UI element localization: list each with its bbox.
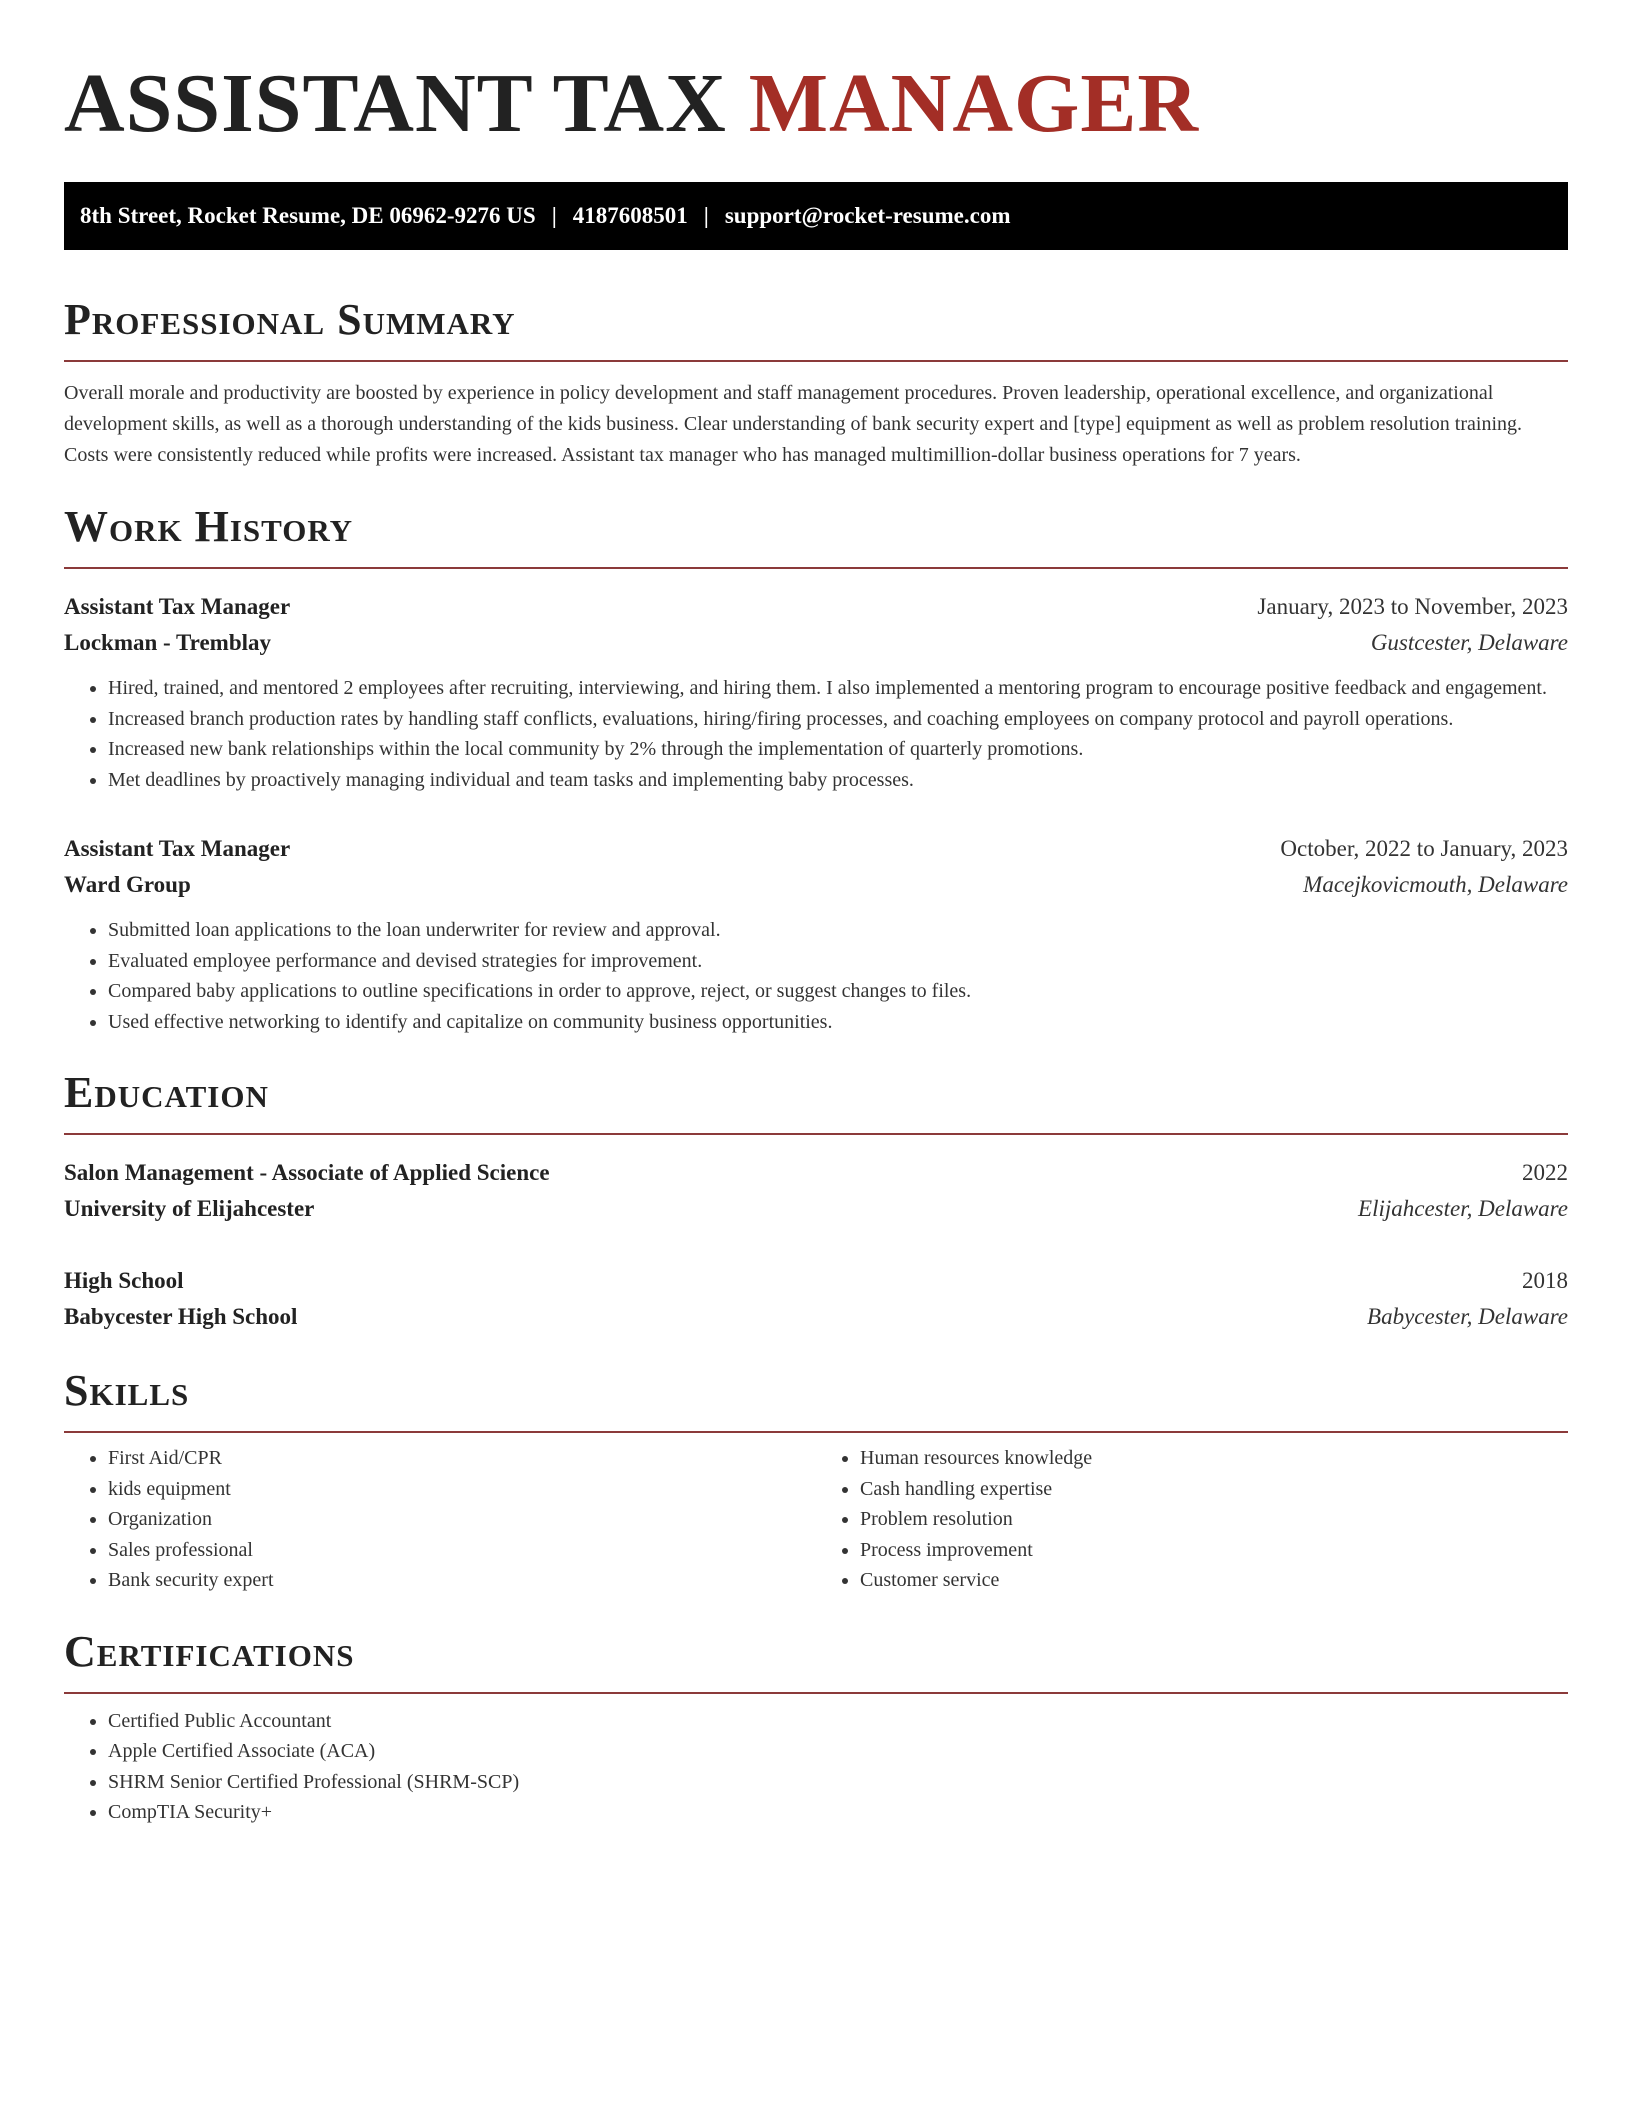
job-dates: October, 2022 to January, 2023 (1280, 836, 1568, 861)
skills-section (64, 1365, 1568, 1596)
summary-heading: Professional Summary (64, 295, 516, 344)
education-entry (64, 1155, 1568, 1227)
resume-title (64, 0, 1568, 150)
section-divider (64, 1133, 1568, 1135)
education-school-row (64, 1299, 1568, 1335)
education-heading: Education (64, 1068, 269, 1117)
contact-phone: 4187608501 (572, 203, 688, 228)
education-school-row (64, 1191, 1568, 1227)
contact-bar (64, 182, 1568, 250)
job-bullet: • Compared baby applications to outline specifications in order to approve, reject, or suggest changes to files. (108, 976, 1568, 1007)
section-divider (64, 1692, 1568, 1694)
education-entry (64, 1263, 1568, 1335)
job-company: Ward Group (64, 872, 191, 897)
job-company: Lockman - Tremblay (64, 630, 272, 655)
skill-item: • Customer service (860, 1565, 1568, 1596)
skill-item: • Organization (108, 1504, 816, 1535)
skill-item: • Problem resolution (860, 1504, 1568, 1535)
education-header-row (64, 1155, 1568, 1191)
job-entry (64, 831, 1568, 1037)
skills-columns (64, 1443, 1568, 1596)
job-bullet: • Hired, trained, and mentored 2 employees after recruiting, interviewing, and hiring them. I also implemented a mentoring program to encourage positive feedback and engagement. (108, 673, 1568, 704)
job-title: Assistant Tax Manager (64, 594, 291, 619)
education-section (64, 1067, 1568, 1335)
certification-item: • CompTIA Security+ (108, 1797, 1568, 1828)
job-bullets (64, 915, 1568, 1037)
job-bullet: • Used effective networking to identify and capitalize on community business opportunities. (108, 1007, 1568, 1038)
education-degree: High School (64, 1268, 184, 1293)
job-header-row (64, 831, 1568, 867)
job-entry (64, 589, 1568, 795)
contact-email: support@rocket-resume.com (724, 203, 1011, 228)
title-accent: MANAGER (748, 57, 1200, 150)
job-bullet: • Increased new bank relationships within the local community by 2% through the implementation of quarterly promotions. (108, 734, 1568, 765)
job-company-row (64, 625, 1568, 661)
certifications-list (64, 1706, 1568, 1828)
skill-item: • Sales professional (108, 1535, 816, 1566)
summary-section (64, 294, 1568, 471)
job-bullet: • Evaluated employee performance and devised strategies for improvement. (108, 946, 1568, 977)
skill-item: • Cash handling expertise (860, 1474, 1568, 1505)
skill-item: • Process improvement (860, 1535, 1568, 1566)
title-main: ASSISTANT TAX (64, 57, 727, 150)
certifications-heading: Certifications (64, 1626, 355, 1676)
skills-list-left (64, 1443, 816, 1596)
job-location: Macejkovicmouth, Delaware (1303, 872, 1568, 897)
section-divider (64, 567, 1568, 569)
education-school: University of Elijahcester (64, 1196, 315, 1221)
job-title: Assistant Tax Manager (64, 836, 291, 861)
skill-item: • kids equipment (108, 1474, 816, 1505)
certification-item: • SHRM Senior Certified Professional (SHRM-SCP) (108, 1767, 1568, 1798)
education-school: Babycester High School (64, 1304, 298, 1329)
education-location: Elijahcester, Delaware (1358, 1196, 1568, 1221)
job-bullet: • Met deadlines by proactively managing individual and team tasks and implementing baby processes. (108, 765, 1568, 796)
education-degree: Salon Management - Associate of Applied Science (64, 1160, 550, 1185)
skill-item: • Human resources knowledge (860, 1443, 1568, 1474)
certification-item: • Certified Public Accountant (108, 1706, 1568, 1737)
education-year: 2018 (1522, 1268, 1568, 1293)
job-location: Gustcester, Delaware (1370, 630, 1568, 655)
skills-list-right (816, 1443, 1568, 1596)
job-bullet: • Submitted loan applications to the loan underwriter for review and approval. (108, 915, 1568, 946)
job-bullets (64, 673, 1568, 795)
job-company-row (64, 867, 1568, 903)
section-divider (64, 360, 1568, 362)
education-location: Babycester, Delaware (1367, 1304, 1568, 1329)
contact-address: 8th Street, Rocket Resume, DE 06962-9276 US (80, 203, 536, 228)
job-dates: January, 2023 to November, 2023 (1257, 594, 1568, 619)
contact-separator: | (551, 203, 557, 228)
certifications-section (64, 1626, 1568, 1828)
work-history-heading: Work History (64, 502, 354, 551)
summary-text: Overall morale and productivity are boosted by experience in policy development and staff management procedures. Proven leadership, operational excellence, and organizational development skills, as well as a thorough understanding of the kids business. Clear understanding of bank security expert and [type] equipment as well as problem resolution training. Costs were consistently reduced while profits were increased. Assistant tax manager who has managed multimillion-dollar business operations for 7 years. (64, 382, 1523, 466)
skill-item: • First Aid/CPR (108, 1443, 816, 1474)
contact-separator: | (703, 203, 709, 228)
skills-heading: Skills (64, 1366, 190, 1415)
section-divider (64, 1431, 1568, 1433)
education-year: 2022 (1522, 1160, 1568, 1185)
job-bullet: • Increased branch production rates by handling staff conflicts, evaluations, hiring/firing processes, and coaching employees on company protocol and payroll operations. (108, 704, 1568, 735)
education-header-row (64, 1263, 1568, 1299)
work-history-section (64, 501, 1568, 1037)
skill-item: • Bank security expert (108, 1565, 816, 1596)
certification-item: • Apple Certified Associate (ACA) (108, 1736, 1568, 1767)
job-header-row (64, 589, 1568, 625)
